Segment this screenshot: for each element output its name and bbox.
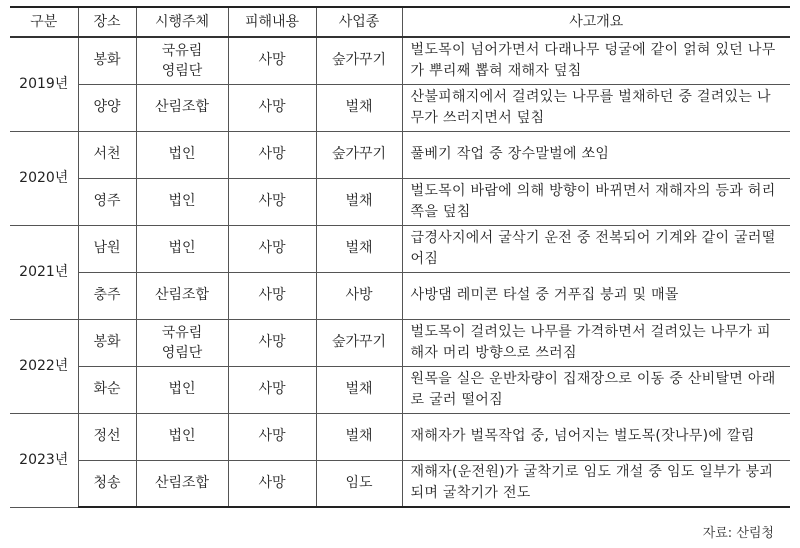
project-cell: 숲가꾸기 [316,37,402,84]
summary-cell: 벌도목이 바람에 의해 방향이 바뀌면서 재해자의 등과 허리쪽을 덮침 [402,178,790,225]
project-cell: 벌채 [316,366,402,413]
place-cell: 영주 [78,178,136,225]
damage-cell: 사망 [228,131,316,178]
year-cell: 2021년 [10,225,78,319]
year-cell: 2022년 [10,319,78,413]
header-place: 장소 [78,7,136,37]
place-cell: 화순 [78,366,136,413]
year-cell: 2019년 [10,37,78,131]
project-cell: 벌채 [316,178,402,225]
header-summary: 사고개요 [402,7,790,37]
table-row [10,37,790,84]
agent-line: 영림단 [161,62,203,79]
place-cell: 청송 [78,460,136,507]
table-row [10,178,790,225]
summary-cell: 풀베기 작업 중 장수말벌에 쏘임 [402,131,790,178]
place-cell: 남원 [78,225,136,272]
agent-cell: 법인 [136,131,228,178]
damage-cell: 사망 [228,319,316,366]
header-category: 구분 [10,7,78,37]
agent-line: 국유림 [161,42,203,59]
summary-cell: 급경사지에서 굴삭기 운전 중 전복되어 기계와 같이 굴러떨어짐 [402,225,790,272]
agent-cell: 산림조합 [136,460,228,507]
damage-cell: 사망 [228,178,316,225]
agent-cell [136,37,228,84]
header-row [10,7,790,37]
project-cell: 숲가꾸기 [316,131,402,178]
accident-table-container [10,6,790,508]
place-cell: 충주 [78,272,136,319]
table-row [10,319,790,366]
table-row [10,272,790,319]
table-row [10,366,790,413]
project-cell: 벌채 [316,413,402,460]
damage-cell: 사망 [228,37,316,84]
damage-cell: 사망 [228,225,316,272]
agent-line: 국유림 [161,324,203,341]
place-cell: 봉화 [78,319,136,366]
project-cell: 임도 [316,460,402,507]
year-cell: 2023년 [10,413,78,507]
agent-cell: 법인 [136,178,228,225]
summary-cell: 벌도목이 넘어가면서 다래나무 덩굴에 같이 얽혀 있던 나무가 뿌리째 뽑혀 재해자 덮침 [402,37,790,84]
damage-cell: 사망 [228,272,316,319]
damage-cell: 사망 [228,84,316,131]
summary-cell: 산불피해지에서 걸려있는 나무를 벌채하던 중 걸려있는 나무가 쓰러지면서 덮침 [402,84,790,131]
project-cell: 벌채 [316,84,402,131]
year-cell: 2020년 [10,131,78,225]
header-project: 사업종 [316,7,402,37]
table-row [10,225,790,272]
agent-cell: 법인 [136,225,228,272]
accident-table [10,6,790,508]
summary-cell: 원목을 실은 운반차량이 집재장으로 이동 중 산비탈면 아래로 굴러 떨어짐 [402,366,790,413]
table-row [10,460,790,507]
source-note: 자료: 산림청 [702,526,774,541]
place-cell: 봉화 [78,37,136,84]
place-cell: 양양 [78,84,136,131]
project-cell: 사방 [316,272,402,319]
table-row [10,84,790,131]
damage-cell: 사망 [228,413,316,460]
agent-line: 영림단 [161,344,203,361]
agent-cell: 법인 [136,366,228,413]
agent-cell: 산림조합 [136,84,228,131]
place-cell: 서천 [78,131,136,178]
damage-cell: 사망 [228,366,316,413]
damage-cell: 사망 [228,460,316,507]
project-cell: 벌채 [316,225,402,272]
table-row [10,131,790,178]
summary-cell: 벌도목이 걸려있는 나무를 가격하면서 걸려있는 나무가 피해자 머리 방향으로 쓰러짐 [402,319,790,366]
summary-cell: 재해자(운전원)가 굴착기로 임도 개설 중 임도 일부가 붕괴되며 굴착기가 전도 [402,460,790,507]
summary-cell: 사방댐 레미콘 타설 중 거푸집 붕괴 및 매몰 [402,272,790,319]
header-agent: 시행주체 [136,7,228,37]
summary-cell: 재해자가 벌목작업 중, 넘어지는 벌도목(잣나무)에 깔림 [402,413,790,460]
agent-cell [136,319,228,366]
header-damage: 피해내용 [228,7,316,37]
project-cell: 숲가꾸기 [316,319,402,366]
agent-cell: 산림조합 [136,272,228,319]
agent-cell: 법인 [136,413,228,460]
place-cell: 정선 [78,413,136,460]
table-row [10,413,790,460]
